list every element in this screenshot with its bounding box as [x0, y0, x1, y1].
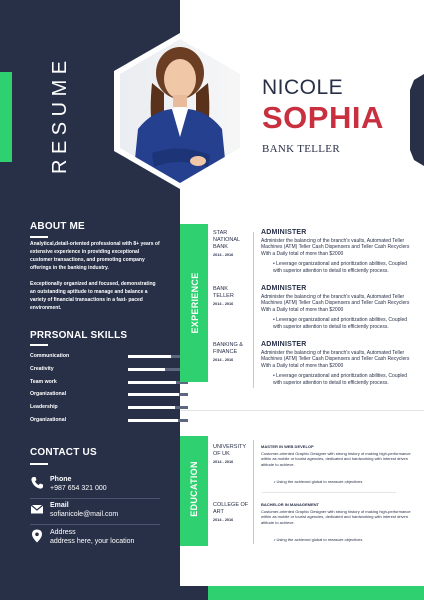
job-title: BANK TELLER: [262, 143, 340, 155]
name-block: [262, 76, 412, 155]
address-value: address here, your location: [50, 538, 135, 545]
address-label: Address: [50, 529, 76, 536]
experience-details: [261, 285, 413, 330]
skill-bar-fill: [128, 381, 176, 384]
education-date: 2014 - 2016: [213, 518, 234, 522]
experience-place: [213, 342, 253, 362]
education-divider: [262, 492, 396, 493]
experience-date: 2014 - 2016: [213, 253, 234, 257]
education-place-line: OF UK: [213, 451, 230, 457]
experience-description: Administer the balancing of the branch's vaults, Automated Teller Machines (ATM) Teller Cash Dispensers and Teller Cash Recyclers With a Daily total of more than $2000: [261, 238, 410, 257]
education-place-line: UNIVERSITY: [213, 444, 247, 450]
education-details: [261, 444, 413, 484]
education-timeline: [253, 440, 254, 544]
skill-row: [30, 352, 160, 365]
experience-date: 2014 - 2016: [213, 302, 234, 306]
education-degree: MASTER IN WEB DEVELOP: [261, 444, 314, 449]
resume-vertical-text: RESUME: [49, 55, 71, 174]
experience-details: [261, 229, 413, 274]
education-description: Customer-oriented Graphic Designer with strong history of making high-performance within as mobile or tourist agencies, dedicated and hardworking with interest driven attitude to achieve.: [261, 509, 411, 525]
education-date: 2014 - 2016: [213, 460, 234, 464]
about-paragraph-1: Analytical,detail-oriented professional with 8+ years of extensive experience in providing exceptional customer transactions, and promoting company offerings in the banking industry.: [30, 241, 160, 271]
experience-place-line: BANK: [213, 286, 228, 292]
skill-name: Communication: [30, 353, 70, 359]
experience-bullet: • Leverage organizational and prioritization abilities, Coupled with superior attention to detail to efficiently process.: [273, 317, 408, 330]
education-bullet: • Using the achieved global to measure objectives: [274, 479, 363, 485]
phone-value: +987 654 321 000: [50, 485, 107, 492]
experience-date: 2014 - 2016: [213, 358, 234, 362]
experience-tab-label: EXPERIENCE: [190, 272, 200, 334]
experience-place-line: FINANCE: [213, 349, 238, 355]
skill-bar: [128, 355, 188, 358]
skill-name: Leadership: [30, 404, 58, 411]
experience-role: ADMINISTER: [261, 341, 307, 348]
email-icon: [30, 502, 44, 516]
skill-row: [30, 390, 160, 403]
skill-row: [30, 403, 160, 416]
skill-bar-fill: [128, 393, 179, 396]
skills-list: [30, 352, 160, 429]
skill-bar: [128, 419, 188, 422]
education-degree: BACHELOR IN MANAGEMENT: [261, 502, 319, 507]
skill-bar: [128, 381, 188, 384]
skill-name: Organizational: [30, 416, 67, 423]
skill-row: [30, 416, 160, 429]
phone-label: Phone: [50, 476, 72, 483]
resume-vertical-title: [28, 50, 88, 180]
experience-bullet: • Leverage organizational and prioritization abilities, Coupled with superior attention to detail to efficiently process.: [273, 373, 408, 386]
skill-bar-fill: [128, 355, 171, 358]
email-label: Email: [50, 502, 69, 509]
experience-place-line: NATIONAL: [213, 237, 241, 243]
education-bullet: • Using the achieved global to measure objectives: [274, 537, 363, 543]
contact-title: CONTACT US: [30, 447, 97, 458]
phone-icon: [30, 476, 44, 490]
skills-rule: [30, 344, 48, 346]
skill-bar: [128, 393, 188, 396]
education-place-line: ART: [213, 509, 224, 515]
skills-title: PRRSONAL SKILLS: [30, 330, 128, 341]
contact-divider: [30, 524, 160, 525]
experience-role: ADMINISTER: [261, 285, 307, 292]
skill-bar-fill: [128, 368, 165, 371]
skill-bar-fill: [128, 406, 175, 409]
education-details: [261, 502, 413, 542]
bottom-accent-bar: [180, 586, 424, 600]
experience-place: [213, 230, 253, 257]
education-place-line: COLLEGE OF: [213, 502, 249, 508]
left-accent-tab: [0, 72, 12, 162]
right-accent-tab: [410, 74, 424, 166]
skill-row: [30, 365, 160, 378]
education-place: [213, 444, 253, 464]
experience-description: Administer the balancing of the branch's vaults, Automated Teller Machines (ATM) Teller Cash Dispensers and Teller Cash Recyclers With a Daily total of more than $2000: [261, 294, 410, 313]
section-divider: [180, 410, 424, 411]
education-place: [213, 502, 253, 522]
experience-place-line: BANK: [213, 244, 228, 250]
skill-name: Creativity: [30, 365, 54, 372]
about-title: ABOUT ME: [30, 221, 85, 232]
contact-rule: [30, 463, 48, 465]
experience-place-line: STAR: [213, 230, 228, 236]
experience-place: [213, 286, 253, 306]
contact-divider: [30, 498, 160, 499]
skill-name: Team work: [30, 378, 57, 385]
skill-row: [30, 378, 160, 391]
last-name: SOPHIA: [262, 100, 384, 135]
experience-bullet: • Leverage organizational and prioritization abilities, Coupled with superior attention to detail to efficiently process.: [273, 261, 408, 274]
about-paragraph-2: Exceptionally organized and focused, demonstrating an outstanding aptitude to manage and balance a variety of financial transactions in a fast- paced environment.: [30, 281, 156, 311]
education-tab-label: EDUCATION: [189, 461, 199, 517]
skill-bar-fill: [128, 419, 178, 422]
skill-bar: [128, 406, 188, 409]
skill-name: Organizational: [30, 391, 67, 398]
profile-photo: [112, 33, 248, 189]
experience-place-line: TELLER: [213, 293, 234, 299]
location-pin-icon: [30, 529, 44, 543]
experience-description: Administer the balancing of the branch's vaults, Automated Teller Machines (ATM) Teller Cash Dispensers and Teller Cash Recyclers With a Daily total of more than $2000: [261, 350, 410, 369]
email-value[interactable]: sofianicole@mail.com: [50, 511, 119, 518]
experience-role: ADMINISTER: [261, 229, 307, 236]
education-description: Customer-oriented Graphic Designer with strong history of making high-performance within as mobile or tourist agencies, dedicated and hardworking with interest driven attitude to achieve.: [261, 451, 411, 467]
skill-bar: [128, 368, 188, 371]
experience-place-line: BANKING &: [213, 342, 243, 348]
experience-timeline: [253, 232, 254, 388]
about-rule: [30, 236, 48, 238]
first-name: NICOLE: [262, 76, 344, 99]
experience-details: [261, 341, 413, 386]
bottom-accent-strip: [180, 586, 208, 600]
